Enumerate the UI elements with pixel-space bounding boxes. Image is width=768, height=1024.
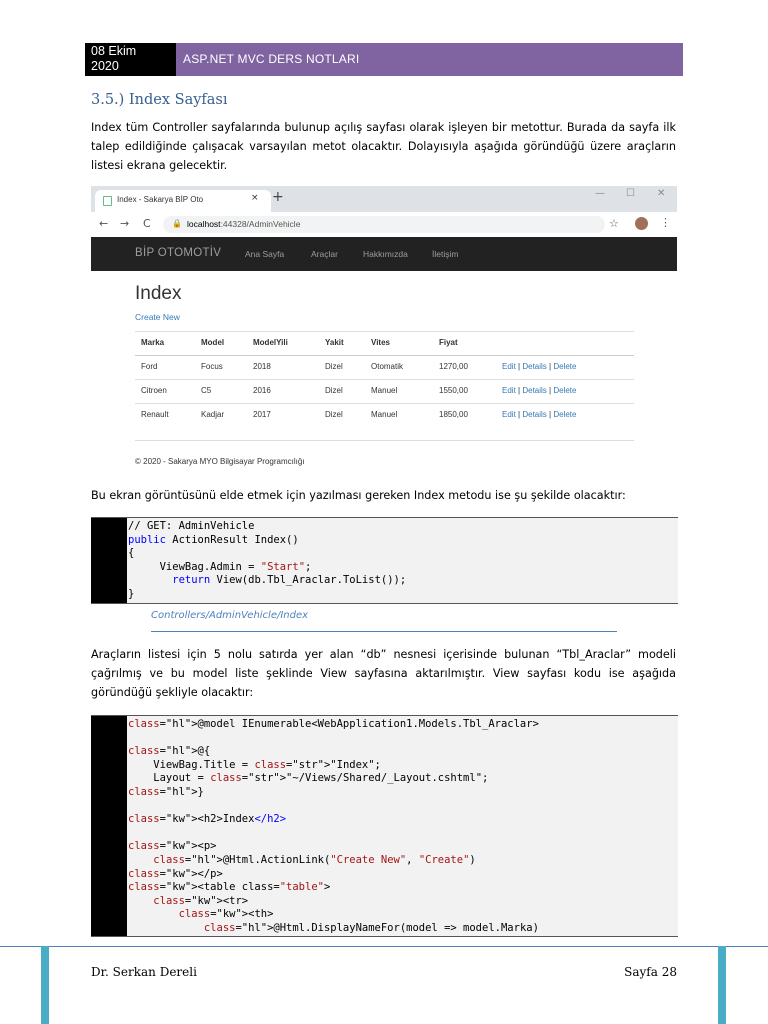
table-cell: Renault (141, 410, 169, 419)
code-line: class="hl">@model IEnumerable<WebApplication1.Models.Tbl_Araclar> (128, 718, 539, 730)
site-footer: © 2020 - Sakarya MYO Bilgisayar Programcılığı (135, 457, 305, 466)
footer-right-bar (718, 946, 726, 1024)
edit-link[interactable]: Edit (502, 410, 516, 419)
code-line: Layout = class="str">"~/Views/Shared/_Layout.cshtml"; (128, 772, 489, 785)
row-actions: Edit | Details | Delete (502, 410, 577, 419)
site-brand[interactable]: BİP OTOMOTİV (135, 247, 222, 259)
table-cell: Dizel (325, 386, 343, 395)
edit-link[interactable]: Edit (502, 362, 516, 371)
code-line: class="kw"><tr> (153, 894, 249, 907)
table-cell: Otomatik (371, 362, 404, 371)
code-gutter (91, 716, 127, 936)
col-header-marka: Marka (141, 338, 165, 347)
code-line: ViewBag.Admin = "Start"; (128, 560, 312, 573)
code-line: class="hl">@Html.ActionLink("Create New", "Create") (153, 853, 476, 866)
code-line: class="kw"><p> (128, 840, 217, 853)
table-cell: 2017 (253, 410, 271, 419)
tab-title: Index - Sakarya BİP Oto (117, 195, 204, 204)
intro-paragraph: Index tüm Controller sayfalarında bulunup açılış sayfası olarak işleyen bir metottur. Burada da sayfa ilk talep edildiğinde çalışacak varsayılan metot olacaktır. Dolayısıyla aşağıda göründüğü üzere araçların listesi ekrana gelecektir. (91, 121, 676, 172)
row-actions: Edit | Details | Delete (502, 362, 577, 371)
address-bar-row (91, 212, 677, 238)
code-block-view (91, 715, 678, 937)
table-top-border (135, 331, 634, 332)
back-icon[interactable]: ← (99, 217, 109, 230)
code-caption: Controllers/AdminVehicle/Index (151, 610, 309, 621)
col-header-yakit: Yakit (325, 338, 344, 347)
footer-page-number: Sayfa 28 (624, 965, 677, 979)
tab-close-icon[interactable]: × (251, 193, 259, 203)
table-cell: 2016 (253, 386, 271, 395)
code-lines (128, 718, 539, 936)
row-actions: Edit | Details | Delete (502, 386, 577, 395)
code-line: return View(db.Tbl_Araclar.ToList()); (172, 574, 407, 587)
browser-menu-icon[interactable]: ⋮ (660, 216, 671, 229)
code-line: // GET: AdminVehicle (128, 520, 255, 532)
new-tab-icon[interactable]: + (272, 189, 284, 205)
table-cell: Citroen (141, 386, 167, 395)
col-header-fiyat: Fiyat (439, 338, 458, 347)
browser-tab[interactable] (95, 190, 271, 212)
delete-link[interactable]: Delete (553, 386, 577, 395)
view-paragraph: Araçların listesi için 5 nolu satırda yer alan “db” nesnesi içerisinde bulunan “Tbl_Araclar” modeli çağrılmış ve bu model liste şeklinde View sayfasına aktarılmıştır. View sayfası kodu ise aşağıda göründüğü şekliyle olacaktır: (91, 648, 676, 699)
table-cell: Manuel (371, 410, 398, 419)
code-line: class="kw"></p> (128, 867, 223, 880)
delete-link[interactable]: Delete (553, 410, 577, 419)
footer-rule (0, 946, 768, 947)
url-text: localhost:44328/AdminVehicle (187, 219, 301, 229)
footer-divider (135, 440, 634, 441)
table-cell: 1550,00 (439, 386, 468, 395)
forward-icon[interactable]: → (120, 217, 130, 230)
minimize-icon[interactable]: — (595, 188, 605, 199)
table-cell: 1270,00 (439, 362, 468, 371)
browser-tab-bar (91, 186, 677, 212)
footer-left-bar (41, 946, 49, 1024)
section-title: 3.5.) Index Sayfası (91, 92, 228, 108)
table-cell: Dizel (325, 410, 343, 419)
create-new-link[interactable]: Create New (135, 312, 180, 322)
nav-ana-sayfa[interactable]: Ana Sayfa (245, 249, 285, 259)
url-input[interactable] (163, 216, 605, 233)
site-navbar (91, 237, 677, 271)
code-line: class="hl">@Html.DisplayNameFor(model => model.Marka) (203, 921, 539, 934)
lock-icon: 🔒 (172, 219, 182, 228)
code-line: class="kw"><table class="table"> (128, 881, 331, 894)
nav-iletisim[interactable]: İletişim (432, 249, 459, 259)
close-window-icon[interactable]: ✕ (657, 188, 666, 199)
col-header-model: Model (201, 338, 225, 347)
browser-screenshot (91, 186, 677, 470)
code-lines (128, 520, 406, 602)
code-line: class="kw"><th> (178, 908, 274, 921)
bookmark-star-icon[interactable]: ☆ (609, 217, 619, 230)
footer-author: Dr. Serkan Dereli (91, 965, 197, 979)
code-line: } (128, 587, 135, 600)
edit-link[interactable]: Edit (502, 386, 516, 395)
caption-underline (151, 631, 617, 632)
reload-icon[interactable]: C (143, 217, 151, 230)
table-cell: Manuel (371, 386, 398, 395)
code-line: public ActionResult Index() (128, 533, 299, 546)
maximize-icon[interactable]: ☐ (626, 188, 635, 199)
nav-hakkimizda[interactable]: Hakkımızda (363, 249, 408, 259)
code-block-controller (91, 517, 678, 604)
table-cell: Ford (141, 362, 158, 371)
method-paragraph: Bu ekran görüntüsünü elde etmek için yazılması gereken Index metodu ise şu şekilde olacaktır: (91, 489, 626, 502)
table-cell: 2018 (253, 362, 271, 371)
row-border (135, 379, 634, 380)
header-date: 08 Ekim 2020 (85, 43, 176, 76)
details-link[interactable]: Details (522, 362, 547, 371)
table-header-border (135, 355, 634, 356)
code-line: ViewBag.Title = class="str">"Index"; (128, 758, 381, 771)
table-cell: Dizel (325, 362, 343, 371)
header-title: ASP.NET MVC DERS NOTLARI (176, 43, 683, 76)
code-line: class="hl">@{ (128, 745, 211, 758)
code-gutter (91, 518, 127, 603)
details-link[interactable]: Details (522, 386, 547, 395)
details-link[interactable]: Details (522, 410, 547, 419)
table-cell: 1850,00 (439, 410, 468, 419)
col-header-vites: Vites (371, 338, 390, 347)
delete-link[interactable]: Delete (553, 362, 577, 371)
col-header-modelyili: ModelYili (253, 338, 288, 347)
nav-araclar[interactable]: Araçlar (311, 249, 338, 259)
table-cell: C5 (201, 386, 212, 395)
table-cell: Kadjar (201, 410, 225, 419)
page-favicon-icon (103, 196, 112, 206)
row-border (135, 403, 634, 404)
profile-avatar[interactable] (635, 217, 648, 230)
code-line: class="hl">} (128, 785, 204, 798)
page-title: Index (135, 283, 182, 304)
code-line: { (128, 547, 135, 560)
table-cell: Focus (201, 362, 223, 371)
code-line: class="kw"><h2>Index</h2> (128, 813, 287, 826)
